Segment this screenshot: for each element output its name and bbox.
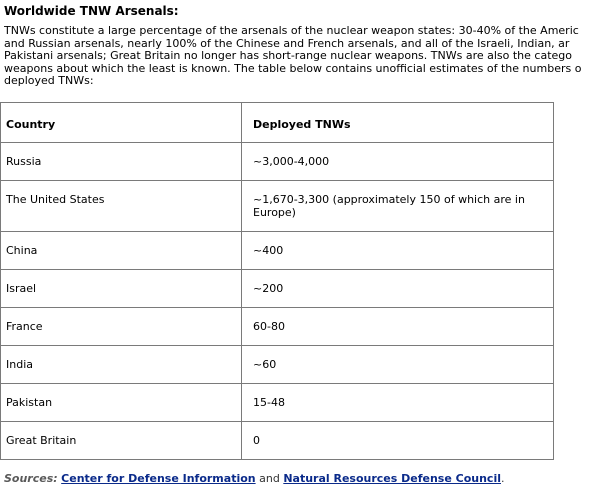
- cell-country: Great Britain: [1, 422, 242, 460]
- cell-deployed-tnws: ~3,000-4,000: [242, 143, 554, 181]
- cell-deployed-tnws: ~200: [242, 270, 554, 308]
- intro-line: Pakistani arsenals; Great Britain no longer has short-range nuclear weapons. TNWs are also the catego: [4, 50, 572, 62]
- intro-line: weapons about which the least is known. The table below contains unofficial estimates of the numbers o: [4, 62, 582, 75]
- cell-deployed-tnws: ~60: [242, 346, 554, 384]
- cell-deployed-tnws: 15-48: [242, 384, 554, 422]
- cell-deployed-tnws: ~1,670-3,300 (approximately 150 of which are in Europe): [242, 181, 554, 232]
- sources-period: .: [501, 472, 505, 485]
- sources-line: [4, 472, 505, 485]
- cell-country: France: [1, 308, 242, 346]
- cell-deployed-tnws: ~400: [242, 232, 554, 270]
- cell-country: Russia: [1, 143, 242, 181]
- table-row: [1, 181, 554, 232]
- intro-line: and Russian arsenals, nearly 100% of the Chinese and French arsenals, and all of the Israeli, Indian, ar: [4, 37, 570, 50]
- table-row: [1, 384, 554, 422]
- column-header-country: Country: [1, 103, 242, 143]
- table-header-row: [1, 103, 554, 143]
- page-title: Worldwide TNW Arsenals:: [4, 4, 179, 18]
- sources-and-text: and: [259, 472, 280, 485]
- tnw-table: [0, 102, 554, 460]
- table-row: [1, 422, 554, 460]
- table-row: [1, 308, 554, 346]
- column-header-deployed-tnws: Deployed TNWs: [242, 103, 554, 143]
- intro-paragraph: [4, 25, 600, 88]
- cell-deployed-tnws: 60-80: [242, 308, 554, 346]
- table-row: [1, 143, 554, 181]
- intro-line: deployed TNWs:: [4, 75, 94, 87]
- sources-label: Sources:: [4, 472, 58, 485]
- cell-country: India: [1, 346, 242, 384]
- intro-line: TNWs constitute a large percentage of the arsenals of the nuclear weapon states: 30-40% of the Americ: [4, 25, 579, 37]
- cell-country: Israel: [1, 270, 242, 308]
- table-row: [1, 270, 554, 308]
- cell-country: China: [1, 232, 242, 270]
- nrdc-link[interactable]: Natural Resources Defense Council: [283, 472, 501, 485]
- cell-deployed-tnws: 0: [242, 422, 554, 460]
- center-for-defense-information-link[interactable]: Center for Defense Information: [61, 472, 256, 485]
- cell-country: The United States: [1, 181, 242, 232]
- cell-country: Pakistan: [1, 384, 242, 422]
- table-row: [1, 232, 554, 270]
- table-row: [1, 346, 554, 384]
